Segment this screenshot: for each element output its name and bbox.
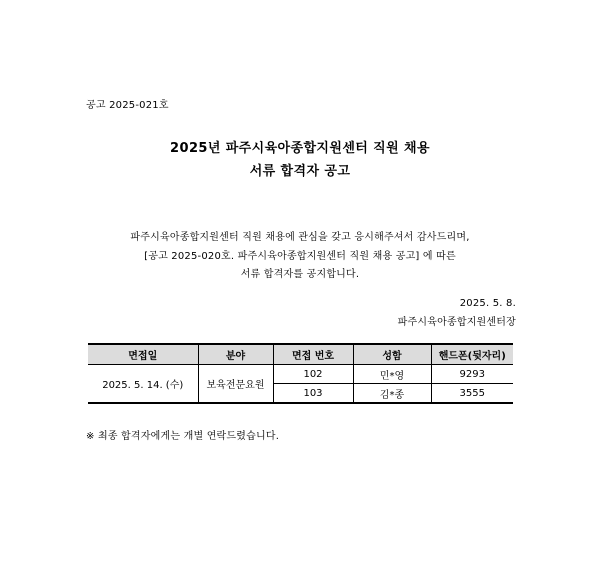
- announcement-date: 2025. 5. 8.: [459, 298, 516, 309]
- field-cell: 보육전문요원: [198, 365, 273, 404]
- notice-number: 공고 2025-021호: [86, 100, 169, 111]
- document-subtitle: 서류 합격자 공고: [249, 164, 351, 179]
- issuer-name: 파주시육아종합지원센터장: [397, 317, 516, 328]
- body-text-line-3: 서류 합격자를 공지합니다.: [240, 269, 360, 280]
- header-interview-number: 면접 번호: [273, 344, 353, 365]
- table-row: [88, 365, 513, 384]
- name-cell: 민*영: [353, 365, 431, 384]
- interview-date-cell: 2025. 5. 14. (수): [88, 365, 198, 404]
- header-phone: 핸드폰(뒷자리): [431, 344, 513, 365]
- results-table: [88, 343, 513, 404]
- body-text-line-1: 파주시육아종합지원센터 직원 채용에 관심을 갖고 응시해주셔서 감사드리며,: [130, 232, 470, 243]
- header-name: 성함: [353, 344, 431, 365]
- header-interview-date: 면접일: [88, 344, 198, 365]
- table-header-row: [88, 344, 513, 365]
- footnote: ※ 최종 합격자에게는 개별 연락드렸습니다.: [86, 431, 280, 442]
- header-field: 분야: [198, 344, 273, 365]
- name-cell: 김*종: [353, 384, 431, 404]
- body-text-line-2: [공고 2025-020호. 파주시육아종합지원센터 직원 채용 공고] 에 따른: [144, 251, 456, 262]
- phone-cell: 3555: [431, 384, 513, 404]
- interview-number-cell: 102: [273, 365, 353, 384]
- phone-cell: 9293: [431, 365, 513, 384]
- document-title: 2025년 파주시육아종합지원센터 직원 채용: [170, 141, 430, 156]
- interview-number-cell: 103: [273, 384, 353, 404]
